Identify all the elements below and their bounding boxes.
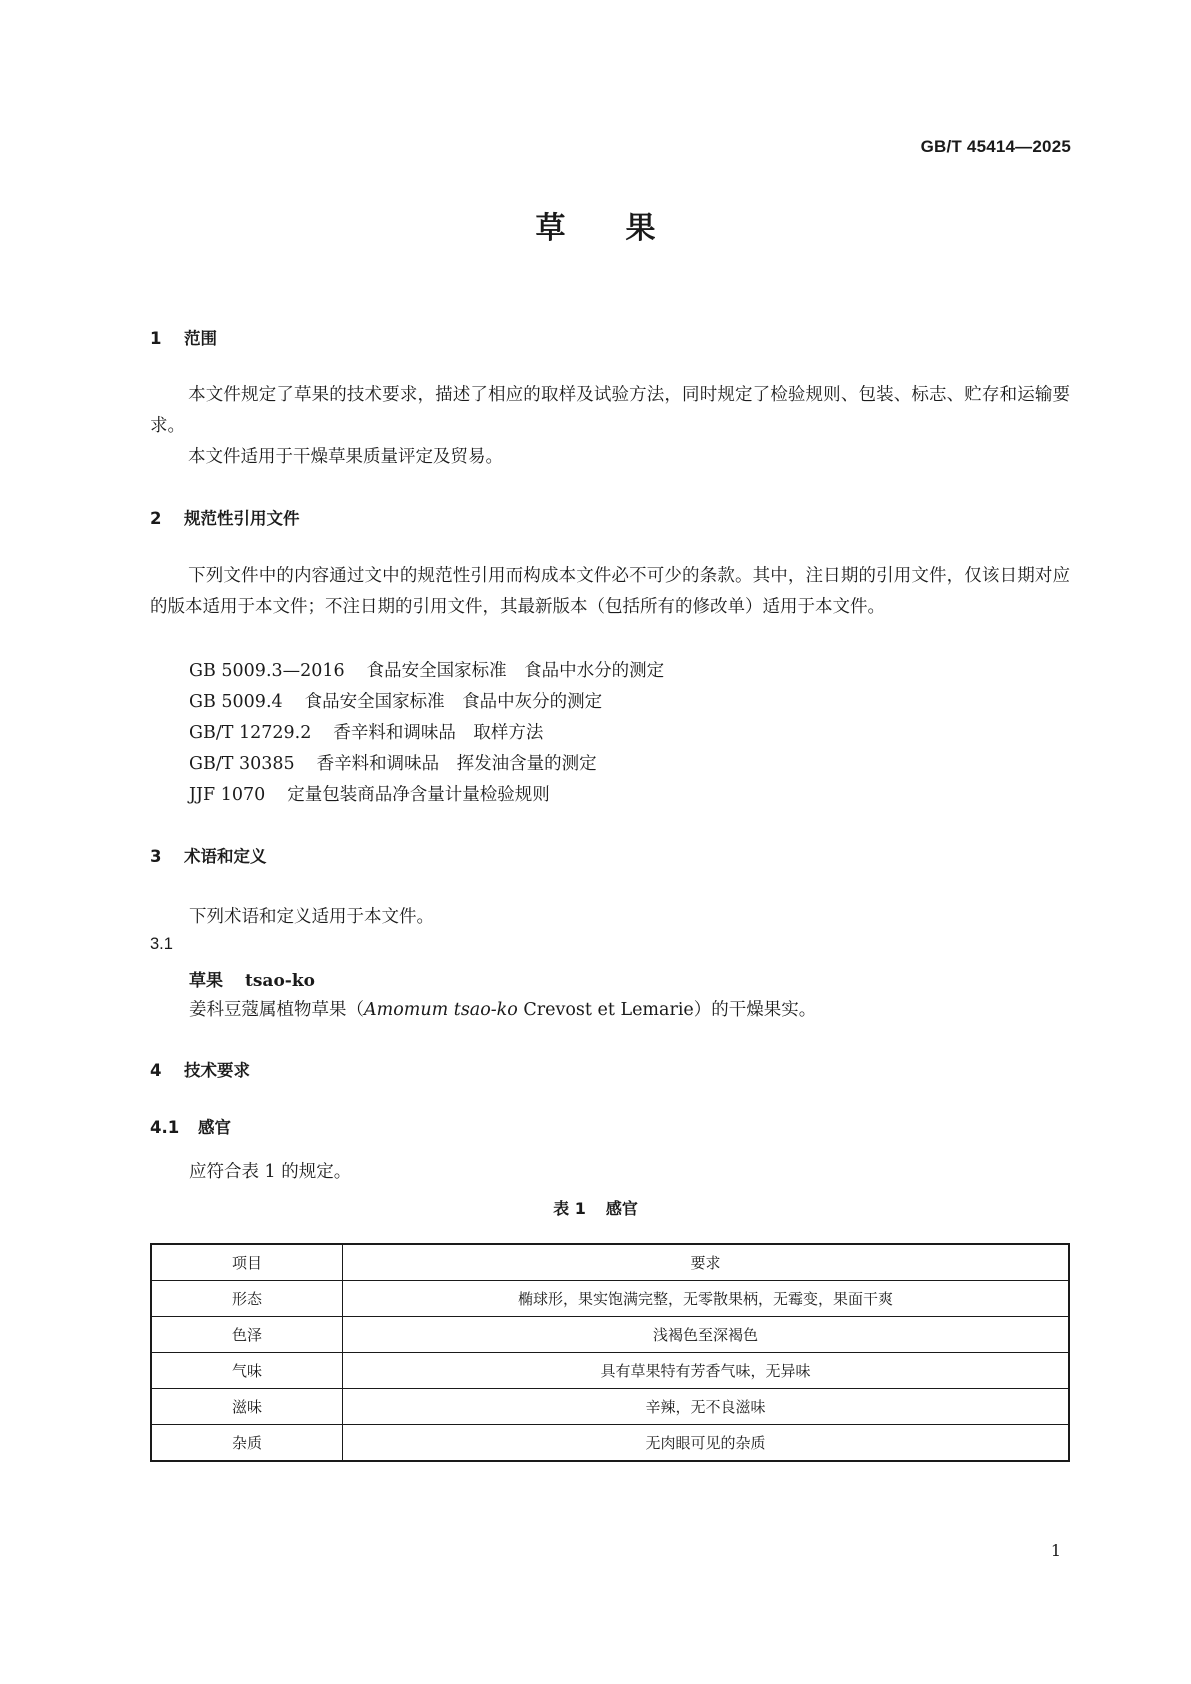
section-1-heading	[150, 325, 217, 349]
subsection-title: 感官	[198, 1118, 231, 1137]
requirement-cell: 无肉眼可见的杂质	[343, 1425, 1070, 1462]
reference-code: GB/T 30385	[189, 754, 295, 774]
item-cell: 气味	[151, 1353, 343, 1389]
definition-suffix: ）的干燥果实。	[693, 1000, 817, 1020]
section-3-heading	[150, 843, 267, 867]
definition-prefix: 姜科豆蔻属植物草果（	[189, 1000, 364, 1020]
document-title	[0, 203, 1191, 247]
requirement-cell: 椭球形，果实饱满完整，无零散果柄，无霉变，果面干爽	[343, 1281, 1070, 1317]
table-row	[151, 1425, 1069, 1462]
title-char-2: 果	[625, 211, 656, 246]
section-title: 规范性引用文件	[184, 509, 300, 528]
item-cell: 色泽	[151, 1317, 343, 1353]
reference-item	[189, 657, 664, 682]
reference-name: 香辛料和调味品 取样方法	[333, 723, 544, 743]
reference-code: GB/T 12729.2	[189, 723, 312, 743]
section-number: 2	[150, 509, 162, 528]
table-row	[151, 1317, 1069, 1353]
reference-item	[189, 750, 597, 775]
reference-item	[189, 719, 543, 744]
column-header: 项目	[151, 1244, 343, 1281]
section-title: 术语和定义	[184, 847, 267, 866]
item-cell: 形态	[151, 1281, 343, 1317]
table-number: 表 1	[553, 1199, 586, 1218]
reference-name: 定量包装商品净含量计量检验规则	[287, 785, 550, 805]
reference-item	[189, 781, 550, 806]
reference-name: 食品安全国家标准 食品中水分的测定	[366, 661, 665, 681]
table-caption	[0, 1196, 1191, 1219]
sensory-table	[150, 1243, 1070, 1462]
section-2-heading	[150, 505, 300, 529]
section-1-paragraph-1	[150, 380, 1070, 442]
item-cell: 杂质	[151, 1425, 343, 1462]
section-4-heading	[150, 1057, 250, 1081]
latin-name: Amomum tsao-ko	[364, 1000, 518, 1020]
reference-code: JJF 1070	[189, 785, 266, 805]
term-chinese: 草果	[189, 971, 223, 991]
reference-item	[189, 688, 602, 713]
reference-name: 食品安全国家标准 食品中灰分的测定	[304, 692, 603, 712]
table-title: 感官	[605, 1199, 638, 1218]
table-header-row	[151, 1244, 1069, 1281]
author-citation: Crevost et Lemarie	[517, 1000, 694, 1020]
standard-number: GB/T 45414—2025	[920, 137, 1071, 156]
subsection-4-1-paragraph: 应符合表 1 的规定。	[189, 1162, 352, 1182]
term-english: tsao-ko	[245, 971, 315, 991]
section-number: 3	[150, 847, 162, 866]
section-title: 范围	[184, 329, 217, 348]
section-2-paragraph	[150, 561, 1070, 623]
term-definition	[189, 996, 816, 1021]
section-3-paragraph: 下列术语和定义适用于本文件。	[189, 907, 434, 927]
section-1-paragraph-2	[150, 442, 1070, 473]
section-number: 4	[150, 1061, 162, 1080]
reference-code: GB 5009.4	[189, 692, 283, 712]
title-char-1: 草	[535, 211, 566, 246]
page-number: 1	[1050, 1541, 1061, 1560]
table-row	[151, 1389, 1069, 1425]
section-number: 1	[150, 329, 162, 348]
item-cell: 滋味	[151, 1389, 343, 1425]
table-row	[151, 1281, 1069, 1317]
paragraph-text: 本文件适用于干燥草果质量评定及贸易。	[188, 447, 503, 467]
reference-code: GB 5009.3—2016	[189, 661, 345, 681]
paragraph-text: 下列文件中的内容通过文中的规范性引用而构成本文件必不可少的条款。其中，注日期的引用文件，仅该日期对应的版本适用于本文件；不注日期的引用文件，其最新版本（包括所有的修改单）适用于本文件。	[150, 566, 1070, 617]
requirement-cell: 具有草果特有芳香气味，无异味	[343, 1353, 1070, 1389]
paragraph-text: 本文件规定了草果的技术要求，描述了相应的取样及试验方法，同时规定了检验规则、包装、标志、贮存和运输要求。	[150, 385, 1070, 436]
subsection-number: 4.1	[150, 1118, 180, 1137]
section-title: 技术要求	[184, 1061, 250, 1080]
column-header: 要求	[343, 1244, 1070, 1281]
term-heading	[189, 966, 315, 991]
subsection-4-1-heading	[150, 1114, 231, 1138]
term-number: 3.1	[150, 935, 173, 953]
requirement-cell: 浅褐色至深褐色	[343, 1317, 1070, 1353]
requirement-cell: 辛辣，无不良滋味	[343, 1389, 1070, 1425]
reference-name: 香辛料和调味品 挥发油含量的测定	[316, 754, 597, 774]
table-row	[151, 1353, 1069, 1389]
